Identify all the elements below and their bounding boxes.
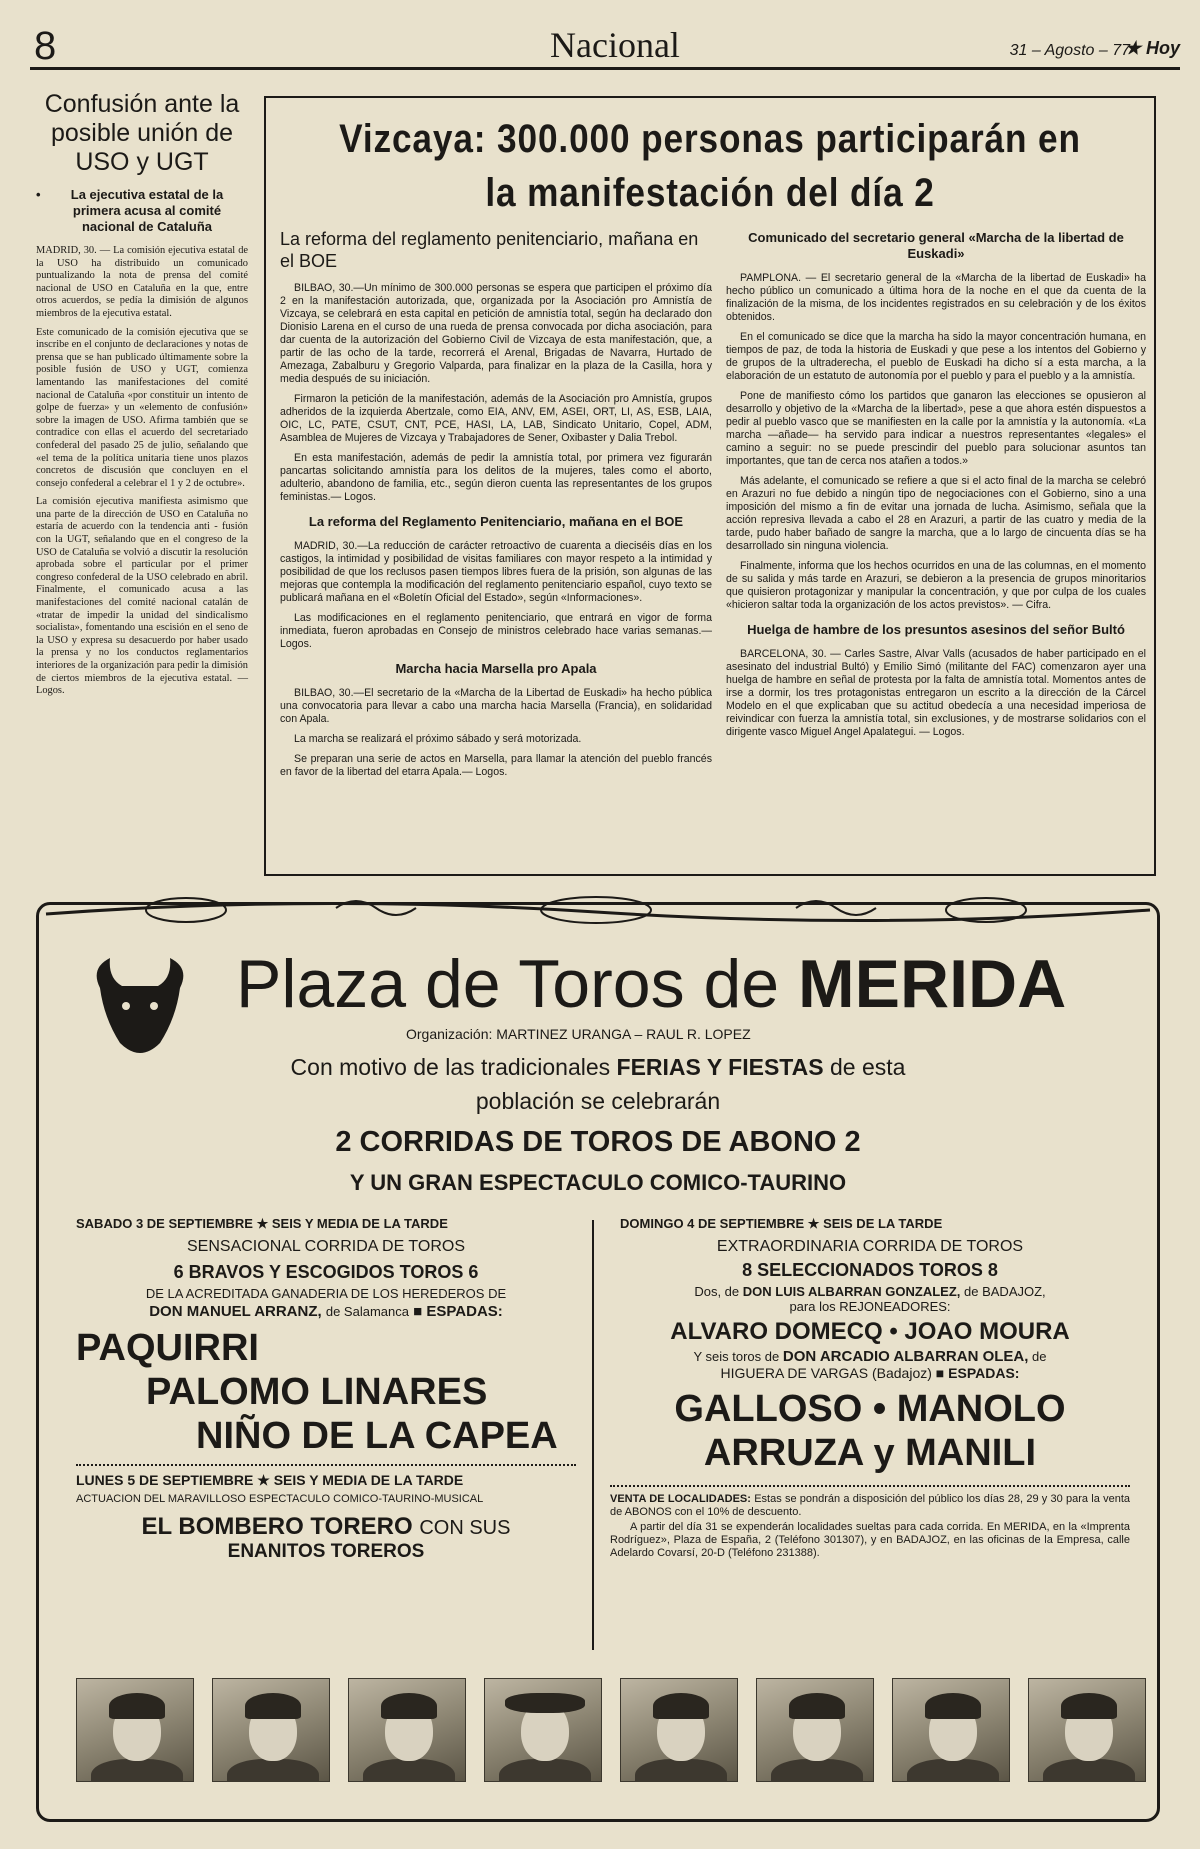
event-bulls: 6 BRAVOS Y ESCOGIDOS TOROS 6	[173, 1262, 479, 1282]
paragraph: MADRID, 30. — La comisión ejecutiva estatal de la USO ha distribuido un comunicado puntualizando la nota de prensa del comité nacional de USO en Cataluña en la que, entre otros acuerdos, se pedía la dimisión de algunos miembros de la ejecutiva estatal.	[36, 245, 248, 319]
matador-photo	[348, 1678, 466, 1782]
ad-intro	[36, 1054, 1160, 1081]
main-article-box	[264, 96, 1156, 876]
ranch-intro: DE LA ACREDITADA GANADERIA DE LOS HEREDEROS DE	[145, 1286, 507, 1301]
matador-2: PALOMO LINARES	[146, 1371, 488, 1413]
rejoneadores: ALVARO DOMECQ • JOAO MOURA	[670, 1318, 1070, 1345]
intro-text-end: de esta	[829, 1054, 906, 1080]
ranch-intro: Y seis toros de	[693, 1349, 780, 1364]
paragraph: BARCELONA, 30. — Carles Sastre, Alvar Valls (acusados de haber participado en el asesinato del industrial Bultó) y Emilio Simó (militante del FAC) comenzaron ayer una huelga de hambre en señal de protesta por la falta de amnistía total. Momentos antes de irse a dormir, los tres protagonistas entregaron un escrito a la dirección de la Cárcel Modelo en el que explicaban que su actitud obedecía a una necesidad imperiosa de reivindicar con fuerza la amnistía total, sin exclusiones, y de mostrarse solidarios con el dirigente vasco Miguel Angel Apalategui. — Logos.	[726, 648, 1146, 738]
paragraph: En el comunicado se dice que la marcha ha sido la mayor concentración humana, en tiempos de paz, de toda la historia de Euskadi y que pese a los intentos del Gobierno y de grupos de la ultraderecha, el pueblo de Euskadi ha dicho sí a esta marcha, a la elaboración de un estatuto de autonomía por el pueblo y para el pueblo y a la amnistía.	[726, 331, 1146, 382]
issue-date: 31 – Agosto – 77	[1009, 42, 1130, 59]
main-column-left	[280, 228, 712, 786]
ad-column-divider	[592, 1220, 594, 1650]
masthead	[30, 22, 1180, 70]
ad-title-plaza: Plaza de Toros de	[236, 946, 780, 1022]
ranch-owner: DON MANUEL ARRANZ,	[149, 1303, 322, 1320]
matador-photo	[756, 1678, 874, 1782]
main-headline: Vizcaya: 300.000 personas participarán en la manifestación del día 2	[339, 117, 1081, 215]
ticket-sale-text: Estas se pondrán a disposición del público los días 28, 29 y 30 para la venta de ABONOS con el 10% de descuento.	[610, 1493, 1130, 1518]
newspaper-logo: ★ Hoy	[1124, 38, 1180, 58]
matador-photo	[1028, 1678, 1146, 1782]
paragraph: La comisión ejecutiva manifiesta asimismo que una parte de la dirección de USO en Cataluña no estaría de acuerdo con la tendencia anti - fusión con la UGT, señalando que en el congreso de la USO de Cataluña se volvió a discutir la resolución aprobada sobre el particular por el primer congreso confederal de la USO celebrado en abril. Finalmente, el comunicado acusa a las manifestaciones del comité nacional catalán de «tratar de impedir la unidad del sindicalismo socialista», fomentando una escisión en el seno de la USO y expresa su desacuerdo por haber usado la prensa y no los conductos reglamentarios interiores de la organización para pedir la dimisión de ciertos miembros de la ejecutiva estatal. — Logos.	[36, 496, 248, 697]
matador-photos	[76, 1678, 1136, 1788]
ranch-place: de BADAJOZ,	[964, 1284, 1046, 1299]
paragraph: Más adelante, el comunicado se refiere a que si el acto final de la marcha se celebró en Arazuri no fue debido a ningún tipo de negociaciones con el Gobierno, sino a una imposición del mismo a fin de evitar una jornada de lucha. Asimismo, señala que la acción represiva llevada a cabo el 28 en Arazuri, a partir de las cuatro y media de la tarde, pudo haber bañado de sangre la marcha, que a lo largo de cincuenta días se ha desarrollado sin ninguna violencia.	[726, 475, 1146, 552]
matador-3: NIÑO DE LA CAPEA	[196, 1415, 558, 1457]
bullfight-advertisement	[36, 888, 1160, 1833]
matador-photo	[620, 1678, 738, 1782]
paragraph: Este comunicado de la comisión ejecutiva que se inscribe en el conjunto de declaraciones y notas de prensa que se han publicado últimamente sobre la posible fusión de USO y UGT, comienza lamentando las manifestaciones del comité nacional de Cataluña «por constituir un intento de golpe de fuerza» y un «elemento de confusión» sobre la imagen de USO. Afirma también que se contradice con ellas el acuerdo del secretariado confederal del pasado 25 de julio, señalando que «el tema de la política unitaria tiene unos plazos concretos de discusión que concluyen en el consejo confederal a celebrar el 1 y 2 de octubre».	[36, 326, 248, 489]
page-number: 8	[34, 24, 57, 68]
show-connector: CON SUS	[419, 1517, 511, 1539]
ticket-sale-label: VENTA DE LOCALIDADES:	[610, 1493, 751, 1505]
show-name	[76, 1513, 576, 1541]
subheading: Comunicado del secretario general «Marcha de la libertad de Euskadi»	[748, 230, 1124, 261]
ad-intro-2: población se celebrarán	[475, 1088, 721, 1114]
ranch-place: de Salamanca	[325, 1304, 409, 1319]
paragraph: PAMPLONA. — El secretario general de la «Marcha de la libertad de Euskadi» ha hecho público un comunicado a última hora de la noche en el que da cuenta de la finalización de la misma, de los incidentes registrados en su celebración y de los éxitos obtenidos.	[726, 272, 1146, 323]
subheading: Marcha hacia Marsella pro Apala	[395, 661, 597, 676]
section-title: Nacional	[550, 25, 680, 65]
paragraph: BILBAO, 30.—El secretario de la «Marcha de la Libertad de Euskadi» ha hecho pública una convocatoria para llevar a cabo una marcha hacia Marsella (Francia), en solidaridad con Apala.	[280, 687, 712, 725]
event-date: DOMINGO 4 DE SEPTIEMBRE ★ SEIS DE LA TARDE	[620, 1216, 943, 1231]
ad-title-city: MERIDA	[798, 946, 1067, 1022]
ranch-line-2	[610, 1348, 1130, 1365]
ranch-intro: Dos, de	[694, 1284, 740, 1299]
program-saturday	[76, 1216, 576, 1563]
intro-text: Con motivo de las tradicionales	[290, 1054, 611, 1080]
espadas-label: ■ ESPADAS:	[413, 1303, 503, 1320]
ranch-place: de	[1032, 1349, 1047, 1364]
left-article-subtitle: • La ejecutiva estatal de la primera acusa al comité nacional de Cataluña	[36, 187, 248, 235]
matador-photo	[76, 1678, 194, 1782]
main-column-right	[726, 228, 1146, 746]
organizer: Organización: MARTINEZ URANGA – RAUL R. LOPEZ	[406, 1026, 751, 1042]
event-date-2: LUNES 5 DE SEPTIEMBRE ★ SEIS Y MEDIA DE LA TARDE	[76, 1472, 464, 1488]
left-article-title: Confusión ante la posible unión de USO y UGT	[44, 90, 240, 176]
paragraph: Pone de manifiesto cómo los partidos que ganaron las elecciones se opusieron al desarrollo y objetivo de la «Marcha de la libertad», pese a que ahora estén dispuestos a pedir al pueblo vasco que se manifiesten en la calle por la amnistía y la autonomía. «La marcha —añade— ha servido para indicar a nuestros representantes «legales» el camino a seguir: no se puede prescindir del pueblo para solucionar asuntos tan importantes, que tan de cerca nos atañen a todos.»	[726, 390, 1146, 467]
paragraph: Se preparan una serie de actos en Marsella, para llamar la atención del pueblo francés en favor de la libertad del etarra Apala.— Logos.	[280, 753, 712, 778]
bull-head-icon	[80, 948, 200, 1068]
ranch-town: HIGUERA DE VARGAS (Badajoz)	[720, 1365, 932, 1381]
kicker: La reforma del reglamento penitenciario, mañana en el BOE	[280, 229, 699, 271]
paragraph: MADRID, 30.—La reducción de carácter retroactivo de cuarenta a dieciséis días en los castigos, la intimidad y posibilidad de visitas familiares con mayor respeto a la intimidad y posibilidad de que los reclusos pasen tiempos libres fuera de la prisión, son algunas de las mejoras que contempla la modificación del reglamento penitenciario español, cuyo texto se publicará mañana en el «Boletín Oficial del Estado», según «Informaciones».	[280, 540, 712, 604]
matadors-2: ARRUZA y MANILI	[703, 1432, 1037, 1474]
paragraph: La marcha se realizará el próximo sábado y será motorizada.	[294, 733, 582, 745]
ticket-sale	[610, 1493, 1130, 1519]
event-kind: SENSACIONAL CORRIDA DE TOROS	[187, 1238, 465, 1255]
subheading: Huelga de hambre de los presuntos asesinos del señor Bultó	[747, 622, 1125, 637]
matador-photo	[892, 1678, 1010, 1782]
matadors-1: GALLOSO • MANOLO	[674, 1388, 1066, 1430]
paragraph: BILBAO, 30.—Un mínimo de 300.000 personas se espera que participen el próximo día 2 en la manifestación autorizada, que, organizada por la Asociación pro Amnistía de Vizcaya, se celebrará en esta capital en petición de amnistía total, según ha declarado don Dionisio Larena en el curso de una rueda de prensa convocada por dicha asociación, para dar cuenta de la autorización del Gobierno Civil de Vizcaya de esta manifestación, que, a partir de las ocho de la tarde, recorrerá el Arenal, Brigadas de Navarra, Hurtado de Amezaga, Zabalburu y Gregorio Valparda, para finalizar en la plaza de la Casilla, hora y media después de su iniciación.	[280, 282, 712, 385]
ranch-owner: DON ARCADIO ALBARRAN OLEA,	[782, 1348, 1029, 1365]
ad-espectaculo: Y UN GRAN ESPECTACULO COMICO-TAURINO	[349, 1170, 847, 1195]
event-kind: EXTRAORDINARIA CORRIDA DE TOROS	[716, 1238, 1024, 1255]
ad-corridas: 2 CORRIDAS DE TOROS DE ABONO 2	[335, 1126, 861, 1158]
paragraph: Las modificaciones en el reglamento penitenciario, que entrará en vigor de forma inmediata, fueron aprobadas en Consejo de ministros celebrado hace varias semanas.— Logos.	[280, 612, 712, 650]
event-date: SABADO 3 DE SEPTIEMBRE ★ SEIS Y MEDIA DE LA TARDE	[76, 1216, 448, 1231]
dotted-divider	[610, 1485, 1130, 1487]
matador-photo	[212, 1678, 330, 1782]
ticket-sale-2: A partir del día 31 se expenderán localidades sueltas para cada corrida. En MERIDA, en la «Imprenta Rodríguez», Plaza de España, 2 (Teléfono 301307), y en BADAJOZ, en las oficinas de la Empresa, calle Adelardo Covarsí, 20-D (Teléfono 231388).	[610, 1521, 1130, 1559]
event-bulls: 8 SELECCIONADOS TOROS 8	[742, 1260, 998, 1280]
paragraph: Firmaron la petición de la manifestación, además de la Asociación pro Amnistía, grupos adheridos de la izquierda Abertzale, como EIA, ANV, EM, ASEI, ORT, LI, AS, ESB, LAIA, OIC, LC, PATE, CSUT, CNT, PCE, HASI, LA, LAB, Sindicato Unitario, Copel, ADM, Asamblea de Mujeres de Vizcaya y Trabajadores de Sener, Oxibaster y Dalia Trebol.	[280, 393, 712, 444]
paragraph: Finalmente, informa que los hechos ocurridos en una de las columnas, en el momento de su salida y más tarde en Arazuri, se debieron a la presencia de grupos minoritarios que quisieron protagonizar y manipular la concentración, y que por culpa de los cuales «hicieron saltar toda la organización de los actos previstos». — Cifra.	[726, 560, 1146, 611]
left-article-body	[36, 245, 248, 698]
paragraph: En esta manifestación, además de pedir la amnistía total, por primera vez figurarán pancartas solicitando amnistía para los delitos de la mujeres, tales como el aborto, adulterio, abandono de familia, etc., según dieron cuenta las representantes de los grupos feministas.— Logos.	[280, 452, 712, 503]
espadas-label: ■ ESPADAS:	[935, 1365, 1020, 1381]
ranch-line	[610, 1284, 1130, 1299]
matador-photo	[484, 1678, 602, 1782]
rejoneadores-label: para los REJONEADORES:	[789, 1299, 951, 1314]
ribbon-ornament	[36, 888, 1160, 928]
left-article	[36, 90, 248, 704]
dotted-divider	[76, 1464, 576, 1466]
show-description: ACTUACION DEL MARAVILLOSO ESPECTACULO COMICO-TAURINO-MUSICAL	[76, 1493, 484, 1505]
ranch-location	[610, 1365, 1130, 1381]
subheading: La reforma del Reglamento Penitenciario, mañana en el BOE	[308, 514, 684, 529]
ad-title	[236, 944, 1066, 1024]
matador-1: PAQUIRRI	[76, 1327, 259, 1369]
show-title: EL BOMBERO TORERO	[141, 1513, 413, 1540]
ranch-line	[76, 1303, 576, 1320]
ranch-owner: DON LUIS ALBARRAN GONZALEZ,	[742, 1284, 961, 1299]
intro-fiestas: FERIAS Y FIESTAS	[616, 1054, 824, 1080]
show-name-2: ENANITOS TOREROS	[227, 1541, 425, 1562]
program-sunday	[610, 1216, 1130, 1560]
